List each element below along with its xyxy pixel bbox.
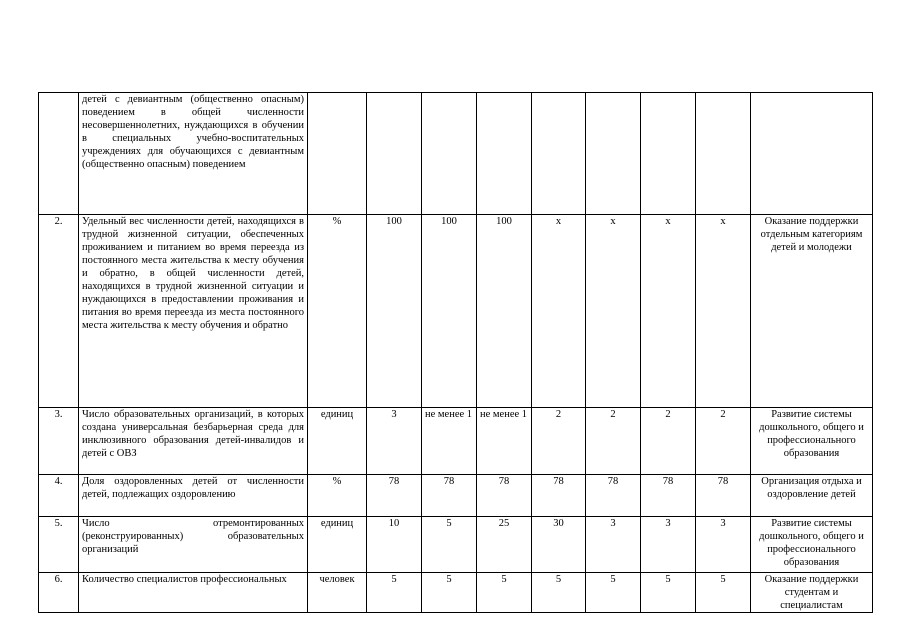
value-cell: не менее 1	[477, 408, 532, 475]
value-cell: 100	[477, 215, 532, 408]
value-cell	[532, 93, 586, 215]
value-cell	[422, 93, 477, 215]
indicator-description-cell: Количество специалистов профессиональных	[79, 573, 308, 613]
table-row	[39, 93, 873, 215]
value-cell: 2	[586, 408, 641, 475]
value-cell: 78	[422, 475, 477, 517]
table-body	[39, 93, 873, 613]
value-cell: 5	[367, 573, 422, 613]
unit-cell: человек	[308, 573, 367, 613]
row-number-cell	[39, 93, 79, 215]
value-cell: 78	[696, 475, 751, 517]
value-cell: х	[532, 215, 586, 408]
indicator-description-cell: Доля оздоровленных детей от численности детей, подлежащих оздоровлению	[79, 475, 308, 517]
value-cell: 2	[641, 408, 696, 475]
value-cell: 2	[696, 408, 751, 475]
value-cell: 10	[367, 517, 422, 573]
row-number-cell: 5.	[39, 517, 79, 573]
value-cell: 3	[641, 517, 696, 573]
indicator-description-cell: Число отремонтированных (реконструированных) образовательных организаций	[79, 517, 308, 573]
table-row	[39, 475, 873, 517]
value-cell: 3	[586, 517, 641, 573]
value-cell	[696, 93, 751, 215]
value-cell: 5	[422, 517, 477, 573]
value-cell: 30	[532, 517, 586, 573]
value-cell	[641, 93, 696, 215]
value-cell: х	[696, 215, 751, 408]
value-cell	[477, 93, 532, 215]
row-number-cell: 4.	[39, 475, 79, 517]
value-cell: 5	[696, 573, 751, 613]
value-cell: 2	[532, 408, 586, 475]
table-row	[39, 573, 873, 613]
row-number-cell: 2.	[39, 215, 79, 408]
value-cell: 5	[586, 573, 641, 613]
value-cell: х	[641, 215, 696, 408]
table-row	[39, 215, 873, 408]
unit-cell: единиц	[308, 517, 367, 573]
unit-cell: %	[308, 215, 367, 408]
value-cell: 78	[586, 475, 641, 517]
table-row	[39, 408, 873, 475]
indicator-description-cell: Удельный вес численности детей, находящихся в трудной жизненной ситуации, обеспеченных проживанием и питанием во время переезда из постоянного места жительства к месту обучения и обратно, в общей численности детей, находящихся в трудной жизненной ситуации и нуждающихся в предоставлении проживания и питания во время переезда из места постоянного места жительства к месту обучения и обратно	[79, 215, 308, 408]
value-cell	[367, 93, 422, 215]
value-cell: 100	[367, 215, 422, 408]
value-cell: 78	[477, 475, 532, 517]
unit-cell	[308, 93, 367, 215]
value-cell: 5	[641, 573, 696, 613]
value-cell: 3	[367, 408, 422, 475]
value-cell: 78	[367, 475, 422, 517]
program-cell: Развитие системы дошкольного, общего и профессионального образования	[751, 517, 873, 573]
program-cell: Оказание поддержки отдельным категориям детей и молодежи	[751, 215, 873, 408]
row-number-cell: 3.	[39, 408, 79, 475]
value-cell: 3	[696, 517, 751, 573]
value-cell: 78	[641, 475, 696, 517]
value-cell: 100	[422, 215, 477, 408]
unit-cell: %	[308, 475, 367, 517]
program-cell	[751, 93, 873, 215]
value-cell: 25	[477, 517, 532, 573]
table-row	[39, 517, 873, 573]
program-cell: Организация отдыха и оздоровление детей	[751, 475, 873, 517]
value-cell: 5	[422, 573, 477, 613]
indicators-table	[38, 92, 873, 613]
value-cell: 78	[532, 475, 586, 517]
value-cell: 5	[532, 573, 586, 613]
program-cell: Развитие системы дошкольного, общего и профессионального образования	[751, 408, 873, 475]
value-cell: х	[586, 215, 641, 408]
program-cell: Оказание поддержки студентам и специалистам	[751, 573, 873, 613]
value-cell: 5	[477, 573, 532, 613]
indicator-description-cell: Число образовательных организаций, в которых создана универсальная безбарьерная среда для инклюзивного образования детей-инвалидов и детей с ОВЗ	[79, 408, 308, 475]
unit-cell: единиц	[308, 408, 367, 475]
row-number-cell: 6.	[39, 573, 79, 613]
value-cell	[586, 93, 641, 215]
indicator-description-cell: детей с девиантным (общественно опасным) поведением в общей численности несовершеннолетних, нуждающихся в обучении в специальных учебно-воспитательных учреждениях для обучающихся с девиантным (общественно опасным) поведением	[79, 93, 308, 215]
value-cell: не менее 1	[422, 408, 477, 475]
